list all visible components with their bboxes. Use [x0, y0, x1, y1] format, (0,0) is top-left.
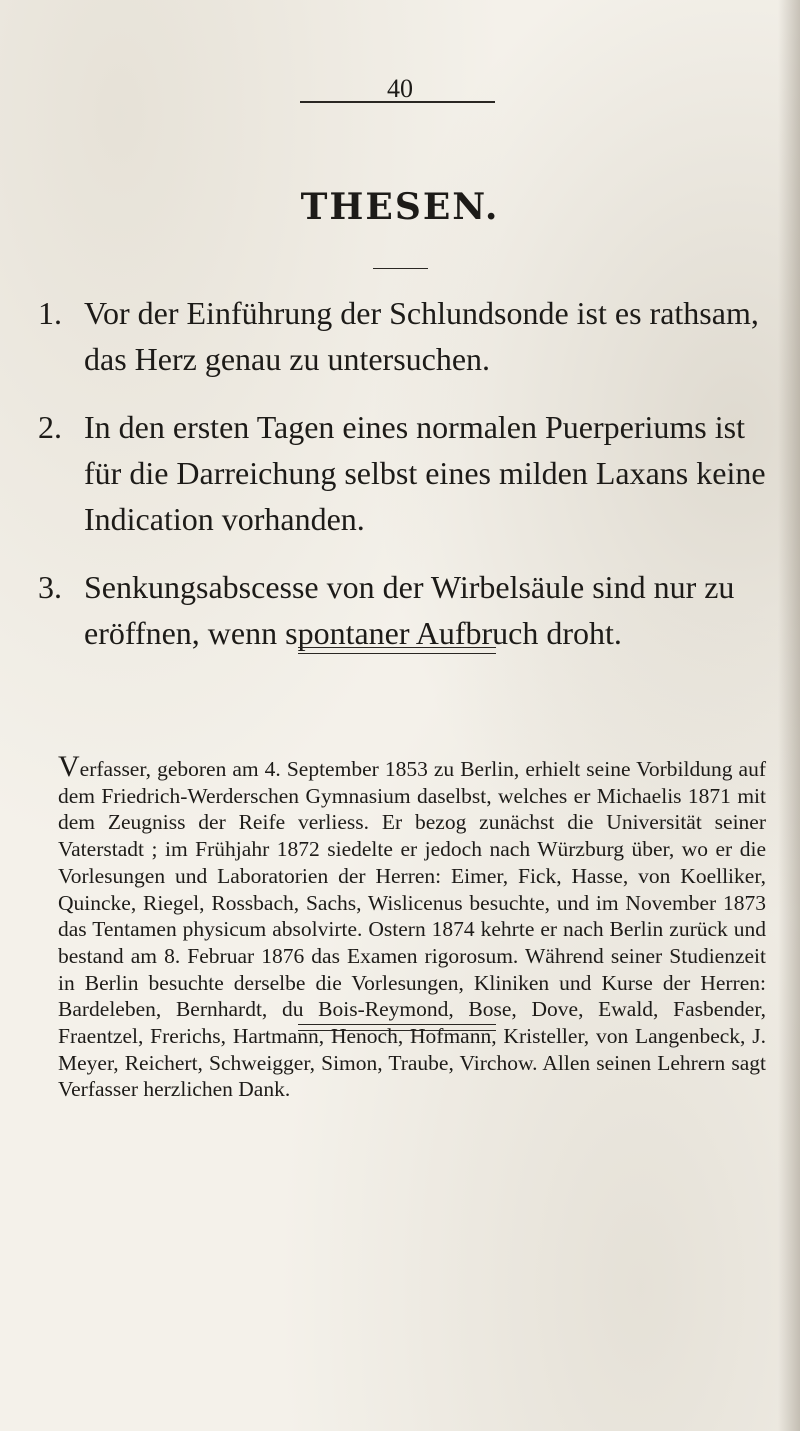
thesis-item — [38, 290, 778, 382]
page-number: 40 — [387, 74, 413, 103]
author-biography — [58, 750, 766, 1103]
page-title: THESEN. — [300, 186, 500, 228]
theses-list — [38, 290, 778, 678]
thesis-number: 3. — [38, 569, 62, 605]
page-number-rule — [300, 101, 495, 103]
thesis-text: In den ersten Tagen eines normalen Puerperiums ist für die Darreichung selbst eines milden Laxans keine Indication vorhanden. — [84, 409, 766, 537]
end-divider — [298, 1024, 496, 1031]
thesis-number: 1. — [38, 295, 62, 331]
thesis-number: 2. — [38, 409, 62, 445]
biography-initial: V — [58, 750, 80, 783]
biography-text: erfasser, geboren am 4. September 1853 zu Berlin, erhielt seine Vorbildung auf dem Friedrich-Werderschen Gymnasium daselbst, welches er Michaelis 1871 mit dem Zeugniss der Reife verliess. Er bezog zunächst die Universität seiner Vaterstadt ; im Frühjahr 1872 siedelte er jedoch nach Würzburg über, wo er die Vorlesungen und Laboratorien der Herren: Eimer, Fick, Hasse, von Koelliker, Quincke, Riegel, Rossbach, Sachs, Wislicenus besuchte, und im November 1873 das Tentamen physicum absolvirte. Ostern 1874 kehrte er nach Berlin zurück und bestand am 8. Februar 1876 das Examen rigorosum. Während seiner Studienzeit in Berlin besuchte derselbe die Vorlesungen, Kliniken und Kurse der Herren: Bardeleben, Bernhardt, du Bois-Reymond, Bose, Dove, Ewald, Fasbender, Fraentzel, Frerichs, Hartmann, Henoch, Hofmann, Kristeller, von Langenbeck, J. Meyer, Reichert, Schweigger, Simon, Traube, Virchow. Allen seinen Lehrern sagt Verfasser herzlichen Dank. — [58, 757, 766, 1102]
section-divider — [298, 647, 496, 654]
title-rule — [373, 268, 428, 269]
thesis-item — [38, 564, 778, 656]
thesis-text: Senkungsabscesse von der Wirbelsäule sind nur zu eröffnen, wenn spontaner Aufbruch droht. — [84, 569, 735, 651]
thesis-text: Vor der Einführung der Schlundsonde ist es rathsam, das Herz genau zu untersuchen. — [84, 295, 759, 377]
thesis-item — [38, 404, 778, 542]
